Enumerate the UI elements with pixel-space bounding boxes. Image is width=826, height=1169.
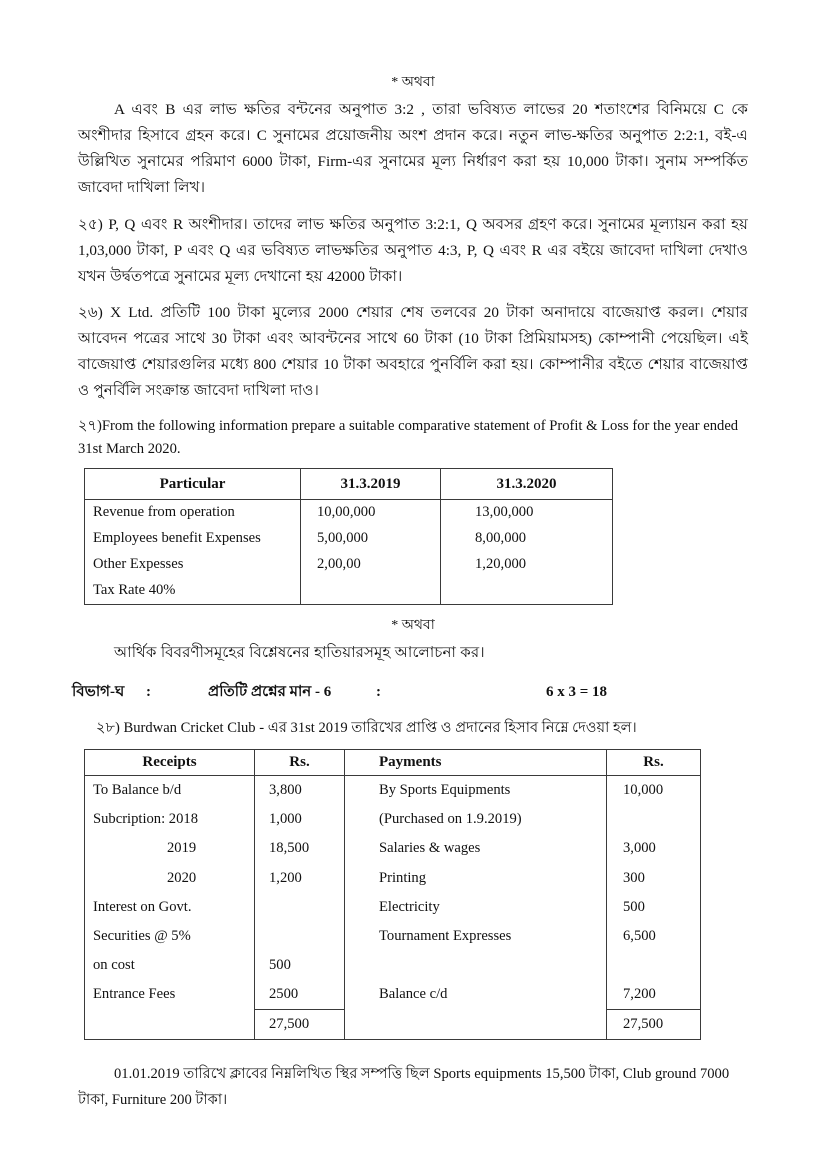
table-row — [85, 980, 701, 1010]
cell-2019: 2,00,00 — [301, 552, 441, 578]
cell-2020: 13,00,000 — [441, 500, 613, 527]
cell-payment-amount — [607, 951, 701, 980]
column-header-payments-rs: Rs. — [607, 750, 701, 776]
section-label: বিভাগ-ঘ — [72, 684, 125, 701]
cell-receipt: Securities @ 5% — [85, 922, 255, 951]
cell-receipt: Subcription: 2018 — [85, 805, 255, 834]
cell-receipt — [85, 834, 255, 863]
table-row — [85, 526, 613, 552]
cell-receipt: To Balance b/d — [85, 776, 255, 806]
column-header-2020: 31.3.2020 — [441, 468, 613, 500]
question-24-alternate: A এবং B এর লাভ ক্ষতির বন্টনের অনুপাত 3:2 , তারা ভবিষ্যত লাভের 20 শতাংশের বিনিময়ে C কে অংশীদার হিসাবে গ্রহন করে। C সুনামের প্রয়োজনীয় অংশ প্রদান করে। নতুন লাভ-ক্ষতির অনুপাত 2:2:1, বই-এ উল্লিখিত সুনামের পরিমাণ 6000 টাকা, Firm-এর সুনামের মূল্য নির্ধারণ করা হয় 10,000 টাকা। সুনাম সম্পর্কিত জাবেদা দাখিলা লিখ। — [78, 101, 748, 197]
cell-receipt-amount: 2500 — [255, 980, 345, 1010]
cell-receipt-amount: 500 — [255, 951, 345, 980]
cell-2019: 10,00,000 — [301, 500, 441, 527]
cell-receipt: Interest on Govt. — [85, 893, 255, 922]
alternate-marker-1: * অথবা — [391, 75, 435, 90]
table-row — [85, 893, 701, 922]
table-row — [85, 552, 613, 578]
table-row — [85, 922, 701, 951]
page-content — [72, 72, 748, 1123]
comparative-table-head — [85, 468, 613, 500]
cell-receipt-year: 2019 — [167, 840, 197, 857]
cell-receipt-amount: 1,200 — [255, 864, 345, 893]
question-28: ২৮) Burdwan Cricket Club - এর 31st 2019 তারিখের প্রাপ্তি ও প্রদানের হিসাব নিম্নে দেওয়া হল। — [96, 720, 637, 737]
cell-payment: (Purchased on 1.9.2019) — [345, 805, 607, 834]
cell-receipt: on cost — [85, 951, 255, 980]
cell-payment-amount: 7,200 — [607, 980, 701, 1010]
cell-2020: 1,20,000 — [441, 552, 613, 578]
cell-particular: Employees benefit Expenses — [85, 526, 301, 552]
column-header-particular: Particular — [85, 468, 301, 500]
column-header-2019: 31.3.2019 — [301, 468, 441, 500]
cell-payment-amount — [607, 805, 701, 834]
table-row — [85, 864, 701, 893]
cell-receipt-total-label — [85, 1010, 255, 1040]
cell-payment: By Sports Equipments — [345, 776, 607, 806]
section-marks-per-question: প্রতিটি প্রশ্নের মান - 6 — [208, 684, 332, 701]
cell-receipt-amount — [255, 922, 345, 951]
cell-particular: Other Expesses — [85, 552, 301, 578]
question-27: ২৭)From the following information prepare a suitable comparative statement of Profit & Loss for the year ended 31st March 2020. — [78, 417, 739, 458]
table-row — [85, 776, 701, 806]
cell-payment-amount: 6,500 — [607, 922, 701, 951]
alternate-marker-2: * অথবা — [391, 618, 435, 634]
cell-payment-amount: 3,000 — [607, 834, 701, 863]
cell-receipt-amount: 1,000 — [255, 805, 345, 834]
cell-payment: Tournament Expresses — [345, 922, 607, 951]
question-25: ২৫) P, Q এবং R অংশীদার। তাদের লাভ ক্ষতির অনুপাত 3:2:1, Q অবসর গ্রহণ করে। সুনামের মূল্যায়ন করা হয় 1,03,000 টাকা, P এবং Q এর ভবিষ্যত লাভক্ষতির অনুপাত 4:3, P, Q এবং R এর বইয়ে জাবেদা দাখিলা দেখাও যখন উর্দ্বতপত্রে সুনামের মূল্য দেখানো হয় 42000 টাকা। — [78, 215, 748, 285]
comparative-statement-table — [84, 468, 613, 606]
cell-payment: Electricity — [345, 893, 607, 922]
cell-payment: Salaries & wages — [345, 834, 607, 863]
table-row — [85, 500, 613, 527]
cell-2020 — [441, 578, 613, 605]
cell-receipt-amount — [255, 893, 345, 922]
cell-receipt: Entrance Fees — [85, 980, 255, 1010]
cell-payment — [345, 951, 607, 980]
cell-receipt — [85, 864, 255, 893]
cell-payment-amount: 500 — [607, 893, 701, 922]
section-total-marks: 6 x 3 = 18 — [546, 684, 608, 701]
cell-receipt-year: 2020 — [167, 869, 197, 886]
cell-particular: Tax Rate 40% — [85, 578, 301, 605]
table-row — [85, 805, 701, 834]
question-26: ২৬) X Ltd. প্রতিটি 100 টাকা মুল্যের 2000 শেয়ার শেষ তলবের 20 টাকা অনাদায়ে বাজেয়াপ্ত করল। শেয়ার আবেদন পত্রের সাথে 30 টাকা এবং আবন্টনের সাথে 60 টাকা (10 টাকা প্রিমিয়ামসহ) কোম্পানী পেয়েছিল। এই বাজেয়াপ্ত শেয়ারগুলির মধ্যে 800 শেয়ার 10 টাকা অবহারে পুনর্বিলি করা হয়। কোম্পানীর বইতে শেয়ার বাজেয়াপ্ত ও পুনর্বিলি সংক্রান্ত জাবেদা দাখিলা দাও। — [78, 303, 748, 400]
question-28-note: 01.01.2019 তারিখে ক্লাবের নিম্নলিখিত স্থির সম্পত্তি ছিল Sports equipments 15,500 টাকা, Club ground 7000 টাকা, Furniture 200 টাকা। — [78, 1066, 730, 1108]
section-colon-1: : — [146, 684, 151, 701]
cell-payment-amount: 300 — [607, 864, 701, 893]
cell-2020: 8,00,000 — [441, 526, 613, 552]
receipts-payments-table — [84, 749, 701, 1040]
table-row — [85, 834, 701, 863]
section-colon-2: : — [376, 684, 381, 701]
column-header-payments: Payments — [345, 750, 607, 776]
table-row — [85, 951, 701, 980]
receipts-payments-table-body — [85, 776, 701, 1040]
cell-receipt-amount: 18,500 — [255, 834, 345, 863]
cell-2019: 5,00,000 — [301, 526, 441, 552]
receipts-payments-table-head — [85, 750, 701, 776]
cell-particular: Revenue from operation — [85, 500, 301, 527]
table-row — [85, 578, 613, 605]
cell-payment: Printing — [345, 864, 607, 893]
comparative-table-body — [85, 500, 613, 605]
cell-2019 — [301, 578, 441, 605]
cell-receipt-total-amount: 27,500 — [255, 1010, 345, 1040]
table-total-row — [85, 1010, 701, 1040]
cell-payment-total-label — [345, 1010, 607, 1040]
column-header-receipts-rs: Rs. — [255, 750, 345, 776]
table-header-row — [85, 468, 613, 500]
table-header-row — [85, 750, 701, 776]
column-header-receipts: Receipts — [85, 750, 255, 776]
cell-payment: Balance c/d — [345, 980, 607, 1010]
question-27-alternate: আর্থিক বিবরণীসমূহের বিশ্লেষনের হাতিয়ারসমূহ আলোচনা কর। — [114, 644, 485, 662]
cell-payment-amount: 10,000 — [607, 776, 701, 806]
cell-payment-total-amount: 27,500 — [607, 1010, 701, 1040]
cell-receipt-amount: 3,800 — [255, 776, 345, 806]
section-heading-row — [72, 680, 748, 705]
